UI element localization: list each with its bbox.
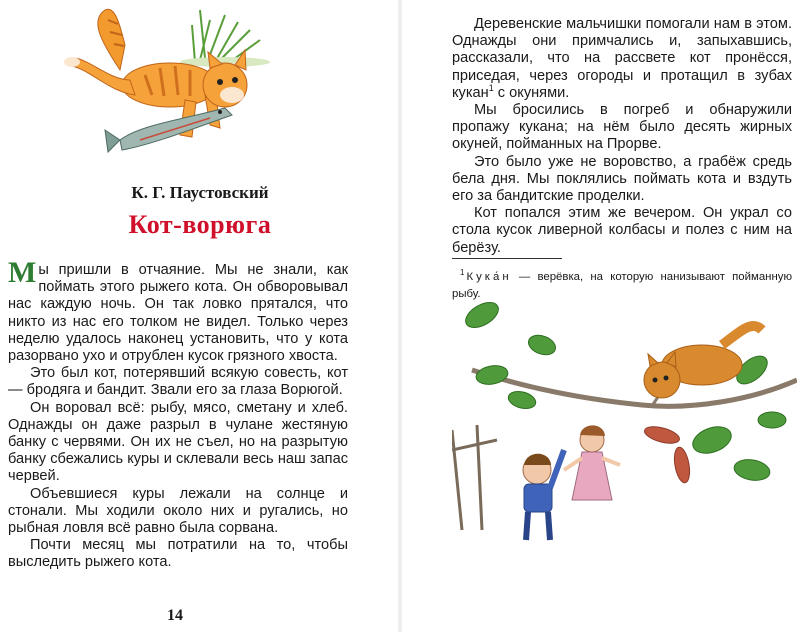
cat-with-fish-illustration [60, 0, 290, 165]
paragraph: Это был кот, потерявший всякую совесть, кот — бродяга и бандит. Звали его за глаза Ворюгой. [8, 365, 348, 399]
footnote-text: — верёвка, на которую нанизывают пойманную рыбу. [452, 270, 792, 300]
right-page-text [452, 16, 792, 257]
paragraph: Он воровал всё: рыбу, мясо, сметану и хлеб. Однажды он даже разрыл в чулане жестяную банку с червями. Он их не съел, но на разрытую банку сбежались куры и склевали весь наш запас червей. [8, 399, 348, 485]
paragraph [8, 256, 348, 365]
footnote-term: Кука́н [466, 270, 512, 283]
paragraph-text: Деревенские мальчишки помогали нам в этом. Однажды они примчались и, запыхавшись, рассказали, что на рассвете кот пронёсся, приседая, через огороды и протащил в зубах кукан [452, 16, 792, 101]
footnote-number: 1 [460, 268, 465, 277]
page-number: 14 [167, 607, 183, 624]
cat-in-tree-illustration [452, 300, 797, 570]
paragraph: Это было уже не воровство, а грабёж средь бела дня. Мы поклялись поймать кота и вздуть его за бандитские проделки. [452, 153, 792, 205]
left-page-text [8, 256, 348, 572]
paragraph: Кот попался этим же вечером. Он украл со стола кусок ливерной колбасы и полез с ним на берёзу. [452, 205, 792, 256]
drop-cap: М [8, 256, 37, 289]
paragraph: Объевшиеся куры лежали на солнце и стонали. Мы ходили около них и ругались, но рыбная ловля всё равно была сорвана. [8, 485, 348, 537]
footnote-ref: 1 [488, 82, 494, 93]
footnote-divider [452, 258, 562, 259]
paragraph [452, 16, 792, 102]
right-page [400, 0, 800, 632]
paragraph-text: с окунями. [493, 84, 570, 101]
footnote [452, 264, 792, 303]
paragraph-text: ы пришли в отчаяние. Мы не знали, как поймать этого рыжего кота. Он обворовывал нас каждую ночь. Он так ловко прятался, что никто из нас его толком не видел. Только через неделю удалось наконец установить, что у кота разорвано ухо и отрублен кусок грязного хвоста. [8, 262, 348, 365]
author-name: К. Г. Паустовский [131, 183, 269, 202]
paragraph: Мы бросились в погреб и обнаружили пропажу кукана; на нём было десять жирных окуней, пойманных на Прорве. [452, 102, 792, 153]
story-title: Кот-ворюга [128, 210, 272, 239]
paragraph: Почти месяц мы потратили на то, чтобы выследить рыжего кота. [8, 537, 348, 571]
